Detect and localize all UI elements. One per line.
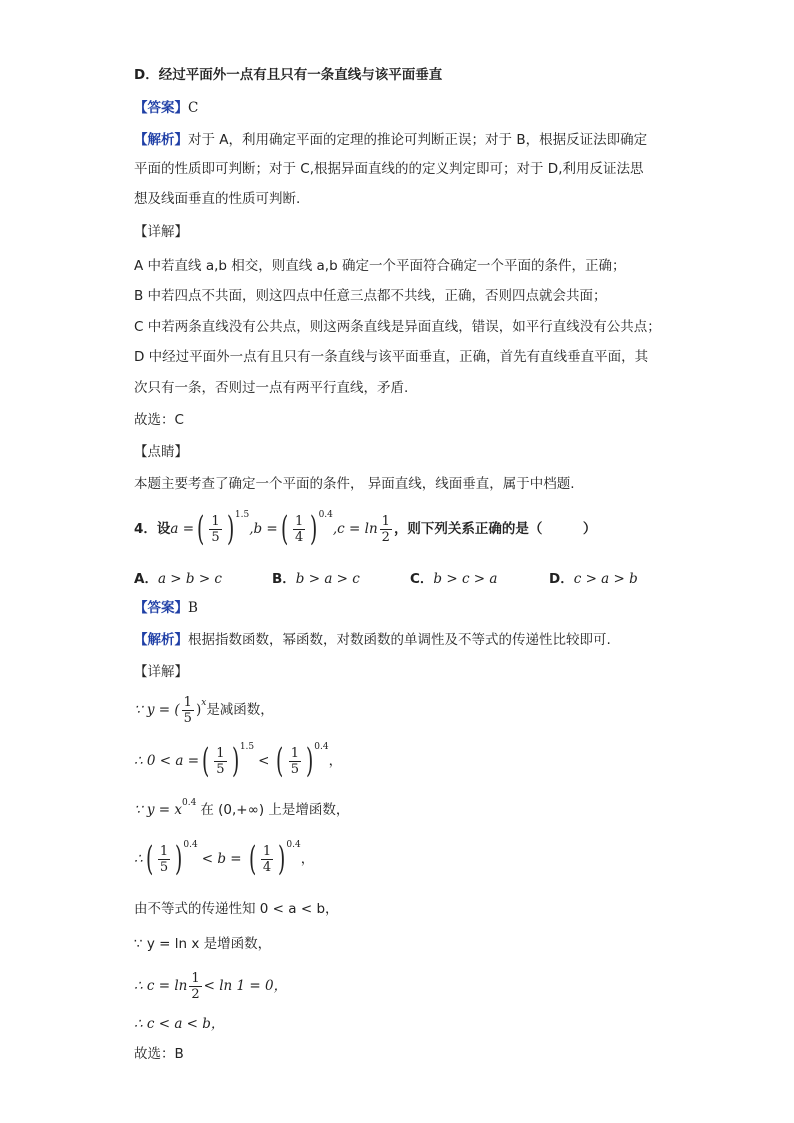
answer-row [134,98,198,118]
frac-num: 1 [211,513,220,529]
exponent: 0.4 [318,510,333,520]
frac-den: 4 [262,859,272,875]
option-b [272,567,360,587]
detail-line: A 中若直线 a,b 相交，则直线 a,b 确定一个平面符合确定一个平面的条件，正确； [134,258,626,274]
analysis-line-2: 平面的性质即可判断；对于 C,根据异面直线的的定义判定即可；对于 D,利用反证法思 [134,161,644,177]
step-text: ∴ c = ln [134,978,188,994]
step-2: ∴ 0 < a = ( $\frac{1}{5}$ ) 1.5 < ( $\frac{1}{5}$ ) 0.4 ， [134,740,342,782]
analysis-tag: 【解析】 [134,132,188,148]
c-expression [378,514,394,545]
exponent: 1.5 [239,742,255,752]
frac-den: 5 [211,529,220,545]
frac-num: 1 [381,513,390,529]
frac-num: 1 [216,745,225,761]
option-text: b > a > c [295,571,360,587]
detail-line: 次只有一条，否则过一点有两平行直线，矛盾. [134,380,409,396]
option-a [134,567,222,587]
step-6: ∵ y = ln x 是增函数， [134,936,272,952]
step-3 [134,800,349,820]
step-1: ∵ y = ( $\frac{1}{5}$ ) x 是减函数， [134,694,274,726]
option-c [410,567,497,587]
detail-tag: 【详解】 [134,224,188,240]
frac-num: 1 [262,843,272,859]
analysis-tag: 【解析】 [134,632,188,648]
exponent: 0.4 [314,742,329,752]
q4-choose: 故选：B [134,1046,184,1062]
exponent: x [201,698,207,708]
comment-text: 本题主要考查了确定一个平面的条件， 异面直线，线面垂直，属于中档题. [134,476,575,492]
a-def: a = [170,521,195,537]
step-text: < [258,753,270,769]
comment-tag: 【点睛】 [134,444,188,460]
frac-num: 1 [295,513,304,529]
answer-value: C [188,100,199,116]
analysis-line-3: 想及线面垂直的性质可判断. [134,191,301,207]
analysis-text-1: 对于 A，利用确定平面的定理的推论可判断正误；对于 B，根据反证法即确定 [188,132,648,148]
b-def: ,b = [249,521,278,537]
option-letter: B． [272,571,296,587]
frac-den: 5 [183,710,192,726]
frac-num: 1 [191,970,200,986]
q4-detail-tag: 【详解】 [134,664,188,680]
b-expression: ( $\frac{1}{4}$ ) 0.4 [278,512,333,546]
option-d [549,567,638,587]
exponent: 1.5 [234,510,250,520]
choose-line: 故选：C [134,412,184,428]
q4-answer-row [134,598,198,618]
detail-line: C 中若两条直线没有公共点，则这两条直线是异面直线，错误，如平行直线没有公共点； [134,319,661,335]
option-text: a > b > c [157,571,222,587]
answer-value: B [188,600,198,616]
option-letter: D． [549,571,574,587]
exponent: 0.4 [286,840,301,850]
frac-den: 5 [290,761,300,777]
option-letter: C． [410,571,434,587]
step-text: ∵ y = x [134,802,183,818]
frac-den: 5 [159,859,169,875]
detail-line: D 中经过平面外一点有且只有一条直线与该平面垂直，正确，首先有直线垂直平面，其 [134,349,649,365]
answer-tag: 【答案】 [134,100,188,116]
analysis-text: 根据指数函数，幂函数，对数函数的单调性及不等式的传递性比较即可. [188,632,611,648]
step-8: ∴ c < a < b， [134,1016,225,1032]
step-text: < ln 1 = 0， [203,978,288,994]
step-text: ∴ 0 < a = [134,753,200,769]
step-text: 在 (0,+∞) 上是增函数， [200,802,350,818]
question-number: 4．设 [134,521,171,537]
question-4-stem [134,508,596,550]
frac-den: 2 [381,529,390,545]
step-5: 由不等式的传递性知 0 < a < b， [134,901,339,917]
option-letter: A． [134,571,158,587]
frac-den: 2 [191,986,200,1002]
question-ask: ，则下列关系正确的是（ ） [393,521,597,537]
step-text: ∴ [134,851,143,867]
step-4: ∴ ( $\frac{1}{5}$ ) 0.4 < b = ( $\frac{1}{4}$ ) 0.4 ， [134,838,314,880]
frac-den: 5 [216,761,225,777]
exponent: 0.4 [183,840,198,850]
option-text: c > a > b [573,571,638,587]
answer-tag: 【答案】 [134,600,188,616]
step-text: < b = [201,851,242,867]
step-text: 是减函数， [206,702,274,718]
step-text: ∵ y = ( [134,702,180,718]
option-d-statement: D．经过平面外一点有且只有一条直线与该平面垂直 [134,67,443,83]
option-text: b > c > a [433,571,498,587]
c-def: ,c = ln [332,521,378,537]
step-text: ， [300,851,315,867]
detail-line: B 中若四点不共面，则这四点中任意三点都不共线，正确，否则四点就会共面； [134,288,607,304]
q4-analysis-row [134,630,611,650]
a-expression: ( $\frac{1}{5}$ ) 1.5 [194,512,249,546]
step-7 [134,966,287,1006]
exponent: 0.4 [182,798,197,808]
frac-num: 1 [183,694,192,710]
step-text: ， [328,753,343,769]
frac-num: 1 [290,745,300,761]
analysis-line-1 [134,130,647,150]
frac-den: 4 [295,529,304,545]
frac-num: 1 [159,843,169,859]
